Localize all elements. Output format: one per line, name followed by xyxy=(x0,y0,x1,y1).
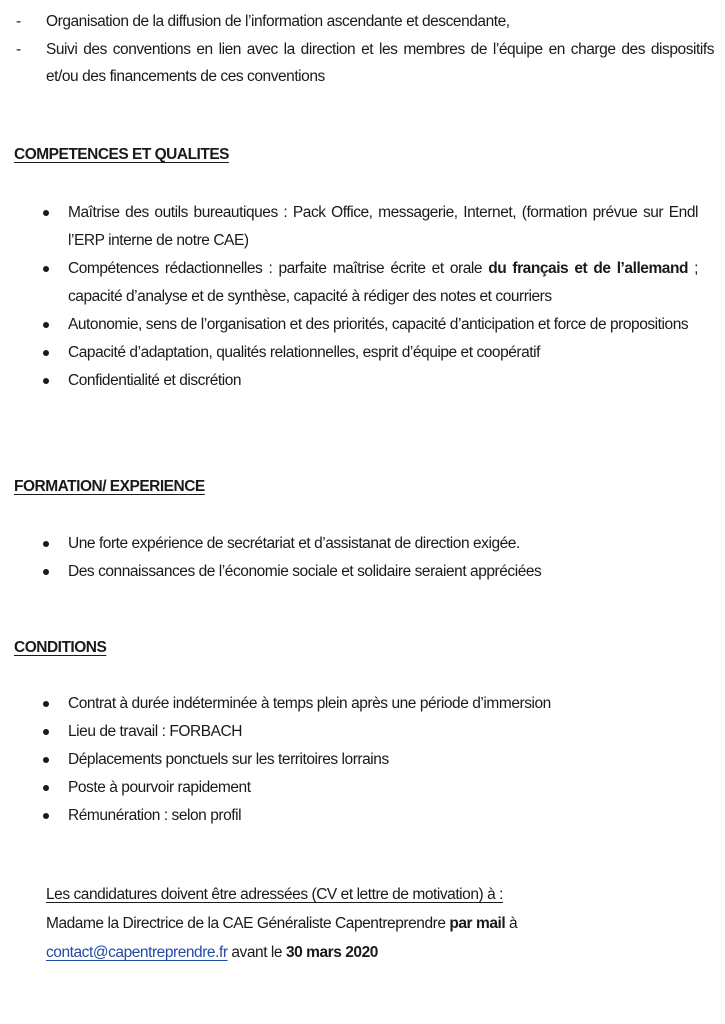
list-item xyxy=(46,718,698,746)
section-title-conditions: CONDITIONS xyxy=(14,639,107,656)
deadline-date: 30 mars 2020 xyxy=(285,944,378,961)
contact-recipient xyxy=(46,909,696,938)
list-item xyxy=(46,690,698,718)
item-text-bold: du français et de l’allemand xyxy=(488,260,689,277)
contact-deadline-line xyxy=(46,938,696,967)
list-item xyxy=(46,746,698,774)
list-item xyxy=(46,311,698,339)
list-item xyxy=(46,774,698,802)
bullet-icon xyxy=(43,210,49,216)
conditions-list xyxy=(46,690,698,830)
bullet-icon xyxy=(43,785,49,791)
competences-list xyxy=(46,199,698,395)
item-text: Poste à pourvoir rapidement xyxy=(68,779,251,796)
dash-marker: - xyxy=(16,40,21,58)
item-text: Lieu de travail : FORBACH xyxy=(68,723,242,740)
list-item xyxy=(46,802,698,830)
bullet-icon xyxy=(43,701,49,707)
bullet-icon xyxy=(43,350,49,356)
item-text: Contrat à durée indéterminée à temps plein après une période d’immersion xyxy=(68,695,551,712)
intro-item-text: Organisation de la diffusion de l’information ascendante et descendante, xyxy=(46,13,510,30)
item-text-after: ; capacité d’analyse et de synthèse, capacité à rédiger des notes et courriers xyxy=(68,260,699,305)
bullet-icon xyxy=(43,757,49,763)
recipient-after: à xyxy=(505,915,518,932)
contact-intro: Les candidatures doivent être adressées (CV et lettre de motivation) à : xyxy=(46,886,503,903)
list-item xyxy=(46,339,698,367)
bullet-icon xyxy=(43,569,49,575)
item-text: Autonomie, sens de l’organisation et des priorités, capacité d’anticipation et force de propositions xyxy=(68,316,689,333)
list-item xyxy=(46,199,698,255)
item-text: Des connaissances de l’économie sociale et solidaire seraient appréciées xyxy=(68,563,542,580)
list-item xyxy=(46,255,698,311)
item-text: Capacité d’adaptation, qualités relationnelles, esprit d’équipe et coopératif xyxy=(68,344,541,361)
section-title-formation: FORMATION/ EXPERIENCE xyxy=(14,478,205,495)
email-link[interactable]: contact@capentreprendre.fr xyxy=(46,944,228,961)
item-text: Rémunération : selon profil xyxy=(68,807,242,824)
list-item xyxy=(46,530,698,558)
item-text: Maîtrise des outils bureautiques : Pack Office, messagerie, Internet, (formation prévue sur Endl l’ERP interne de notre CAE) xyxy=(68,204,698,249)
list-item xyxy=(14,8,714,36)
list-item xyxy=(14,36,714,91)
contact-block xyxy=(46,880,696,967)
recipient-text: Madame la Directrice de la CAE Généraliste Capentreprendre xyxy=(46,915,450,932)
formation-list xyxy=(46,530,698,586)
list-item xyxy=(46,558,698,586)
item-text: Une forte expérience de secrétariat et d’assistanat de direction exigée. xyxy=(68,535,520,552)
bullet-icon xyxy=(43,266,49,272)
dash-marker: - xyxy=(16,13,21,30)
section-title-competences: COMPETENCES ET QUALITES xyxy=(14,146,229,163)
item-text: Confidentialité et discrétion xyxy=(68,372,242,389)
bullet-icon xyxy=(43,378,49,384)
item-text: Déplacements ponctuels sur les territoires lorrains xyxy=(68,751,389,768)
deadline-prefix: avant le xyxy=(227,944,286,961)
bullet-icon xyxy=(43,322,49,328)
intro-item-text: Suivi des conventions en lien avec la direction et les membres de l’équipe en charge des dispositifs et/ou des financements de ces conventions xyxy=(46,40,714,85)
list-item xyxy=(46,367,698,395)
recipient-bold: par mail xyxy=(449,915,506,932)
item-text-before: Compétences rédactionnelles : parfaite maîtrise écrite et orale xyxy=(68,260,489,277)
bullet-icon xyxy=(43,541,49,547)
bullet-icon xyxy=(43,729,49,735)
bullet-icon xyxy=(43,813,49,819)
intro-dash-list xyxy=(14,8,714,91)
